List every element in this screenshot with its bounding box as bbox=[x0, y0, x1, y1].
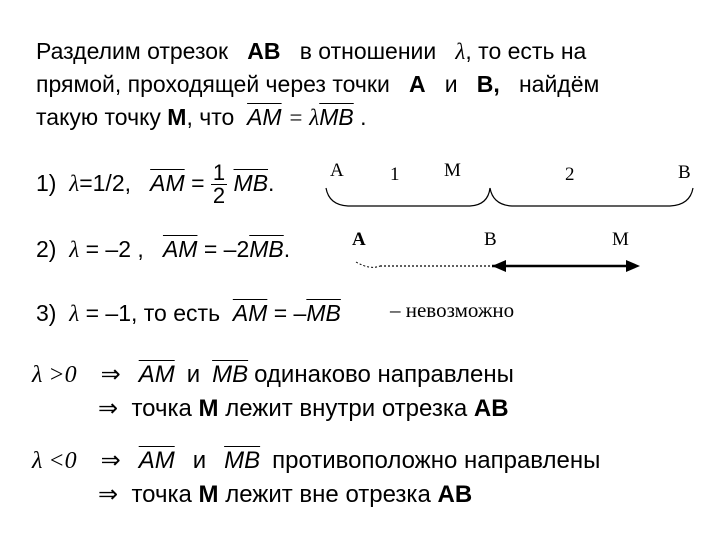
intro-text: , что bbox=[186, 104, 235, 130]
case-number: 1) bbox=[36, 170, 57, 196]
conclusion-text: лежит внутри отрезка bbox=[225, 395, 468, 422]
case-number: 3) bbox=[36, 300, 57, 326]
intro-text: найдём bbox=[518, 71, 600, 97]
case-text: , то есть bbox=[131, 300, 221, 326]
intro-text: , то есть на bbox=[465, 38, 587, 64]
lambda-symbol: λ bbox=[69, 301, 80, 326]
arc-am bbox=[326, 188, 490, 206]
point-m: M bbox=[198, 481, 219, 508]
vector-am: $\overline{AM}$ bbox=[162, 236, 198, 262]
vector-mb: $\overline{MB}$ bbox=[319, 104, 354, 130]
period: . bbox=[360, 104, 367, 130]
point-b: B, bbox=[476, 71, 500, 97]
fig1-label-1: 1 bbox=[390, 164, 400, 185]
negative-conclusion bbox=[98, 482, 472, 508]
vector-am: $\overline{AM}$ bbox=[232, 300, 268, 326]
period: . bbox=[268, 170, 275, 196]
fig1-label-a: A bbox=[330, 160, 344, 181]
equation-sign: = λ bbox=[287, 105, 320, 130]
lambda-symbol: λ bbox=[69, 237, 80, 262]
lambda-value: =1/2, bbox=[79, 170, 131, 196]
lambda-value: = –2 , bbox=[85, 236, 144, 262]
segment-ab: AB bbox=[247, 38, 281, 64]
vector-am: $\overline{AM}$ bbox=[138, 361, 175, 388]
equation-sign: = bbox=[191, 170, 205, 196]
dotted-tail bbox=[356, 262, 380, 267]
vector-mb: $\overline{MB}$ bbox=[306, 300, 341, 326]
vector-mb: $\overline{MB}$ bbox=[212, 361, 249, 388]
fig1-label-2: 2 bbox=[565, 164, 575, 185]
implies-icon: ⇒ bbox=[100, 448, 121, 474]
segment-ab: AB bbox=[437, 481, 473, 508]
impossible-note: – невозможно bbox=[390, 298, 515, 322]
implies-icon: ⇒ bbox=[98, 482, 119, 508]
segment-ab: AB bbox=[473, 395, 509, 422]
intro-text: в отношении bbox=[299, 38, 437, 64]
point-m: M bbox=[198, 395, 219, 422]
lambda-condition: λ >0 bbox=[32, 362, 77, 388]
point-m: M bbox=[167, 104, 187, 130]
fig2-label-a: A bbox=[352, 229, 366, 250]
and-word: и bbox=[186, 361, 201, 388]
implies-icon: ⇒ bbox=[98, 396, 119, 422]
arrow-head-m bbox=[626, 260, 640, 272]
case-number: 2) bbox=[36, 236, 57, 262]
vector-am: $\overline{AM}$ bbox=[150, 170, 185, 196]
period: . bbox=[283, 236, 291, 262]
fig2-label-m: M bbox=[612, 229, 629, 250]
vector-mb: $\overline{MB}$ bbox=[233, 170, 269, 196]
vector-mb: $\overline{MB}$ bbox=[249, 236, 284, 262]
implies-icon: ⇒ bbox=[100, 362, 121, 388]
fig2-label-b: B bbox=[484, 229, 497, 250]
intro-text: Разделим отрезок bbox=[36, 38, 229, 64]
vector-am: $\overline{AM}$ bbox=[247, 104, 282, 130]
negative-lambda-line bbox=[32, 448, 600, 474]
conclusion-text: точка bbox=[131, 481, 192, 508]
lambda-condition: λ <0 bbox=[32, 448, 77, 474]
direction-text: противоположно направлены bbox=[272, 447, 601, 474]
conclusion-text: лежит вне отрезка bbox=[225, 481, 431, 508]
equation-sign: = – bbox=[273, 300, 307, 326]
fraction-denominator: 2 bbox=[212, 183, 226, 209]
direction-text: одинаково направлены bbox=[254, 361, 514, 388]
intro-text: прямой, проходящей через точки bbox=[36, 71, 390, 97]
positive-conclusion bbox=[98, 396, 509, 422]
arc-mb bbox=[490, 188, 693, 206]
arrow-head-b bbox=[492, 260, 506, 272]
lambda-symbol: λ bbox=[455, 39, 466, 64]
intro-text: такую точку bbox=[36, 104, 161, 130]
vector-am: $\overline{AM}$ bbox=[138, 447, 175, 474]
fraction-numerator: 1 bbox=[212, 160, 226, 186]
figure-1 bbox=[326, 188, 693, 206]
fig1-label-m: M bbox=[444, 160, 461, 181]
lambda-value: = –1 bbox=[85, 300, 131, 326]
point-a: A bbox=[408, 71, 426, 97]
figure-2 bbox=[356, 260, 640, 272]
fig1-label-b: B bbox=[678, 162, 691, 183]
intro-text: и bbox=[444, 71, 458, 97]
conclusion-text: точка bbox=[131, 395, 192, 422]
lambda-symbol: λ bbox=[69, 171, 80, 196]
equation-sign: = –2 bbox=[203, 236, 250, 262]
vector-mb: $\overline{MB}$ bbox=[224, 447, 261, 474]
positive-lambda-line bbox=[32, 362, 514, 388]
and-word: и bbox=[192, 447, 207, 474]
